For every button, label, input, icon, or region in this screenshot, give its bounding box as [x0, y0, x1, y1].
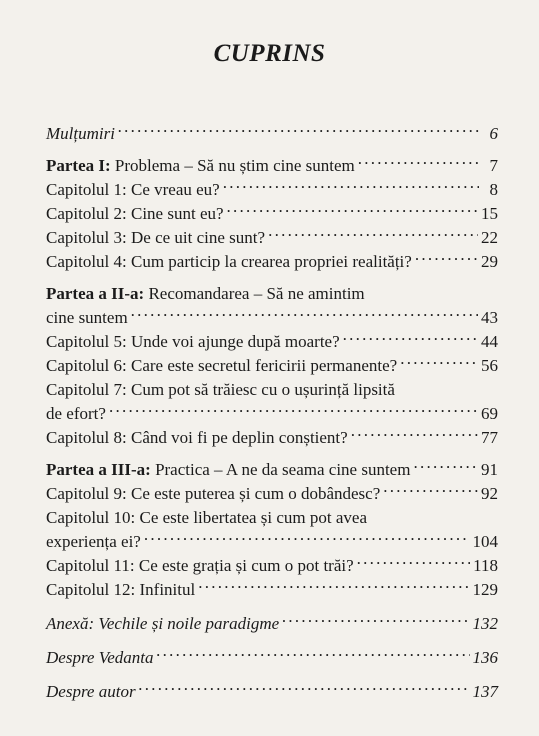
- toc-leader-dots: [358, 154, 479, 171]
- toc-page-number: 15: [481, 204, 498, 223]
- toc-page-number: 7: [489, 156, 498, 175]
- page-title: CUPRINS: [213, 40, 326, 67]
- toc-leader-dots: [383, 482, 478, 499]
- toc-page-number: 91: [481, 460, 498, 479]
- toc-page-number: 29: [481, 252, 498, 271]
- toc-entry-label: Capitolul 4: Cum particip la crearea propriei realități?: [46, 252, 412, 271]
- toc-leader-dots: [400, 354, 478, 371]
- toc-entry-label: Capitolul 8: Când voi fi pe deplin conștient?: [46, 428, 348, 447]
- toc-page-number: 22: [481, 228, 498, 247]
- toc-entry-annex: [46, 612, 498, 636]
- toc-page-number: 118: [473, 556, 498, 575]
- toc-leader-dots: [282, 612, 469, 629]
- part-title: Practica – A ne da seama cine suntem: [150, 460, 411, 479]
- toc-page-number: 43: [481, 308, 498, 327]
- toc-chapter-2: [46, 202, 498, 226]
- toc-leader-dots: [413, 458, 478, 475]
- toc-part-1: [46, 154, 498, 178]
- toc-page-number: 92: [481, 484, 498, 503]
- toc-part-2-line-1: [46, 282, 498, 306]
- table-of-contents: [46, 122, 498, 704]
- toc-chapter-10-line-1: Capitolul 10: Ce este libertatea și cum pot avea: [46, 508, 368, 527]
- toc-entry-label: Capitolul 5: Unde voi ajunge după moarte?: [46, 332, 340, 351]
- toc-chapter-7-line-1: Capitolul 7: Cum pot să trăiesc cu o ușurință lipsită: [46, 380, 395, 399]
- toc-chapter-6: [46, 354, 498, 378]
- toc-leader-dots: [351, 426, 478, 443]
- toc-leader-dots: [144, 530, 470, 547]
- toc-entry-about-author: [46, 680, 498, 704]
- part-title: Recomandarea – Să ne amintim: [144, 284, 365, 303]
- part-title-continued: cine suntem: [46, 308, 128, 327]
- toc-page-number: 132: [472, 614, 498, 633]
- toc-part-2-line-2: [46, 306, 498, 330]
- toc-entry-label: Capitolul 11: Ce este grația și cum o pot trăi?: [46, 556, 354, 575]
- toc-chapter-3: [46, 226, 498, 250]
- toc-leader-dots: [118, 122, 479, 139]
- toc-page-number: 6: [489, 124, 498, 143]
- toc-page-number: 136: [472, 648, 498, 667]
- toc-entry-label: Mulțumiri: [46, 124, 115, 143]
- toc-part-label: [46, 458, 410, 482]
- toc-page-number: 104: [472, 532, 498, 551]
- toc-leader-dots: [139, 680, 470, 697]
- toc-chapter-1: [46, 178, 498, 202]
- toc-entry-label: Capitolul 2: Cine sunt eu?: [46, 204, 224, 223]
- toc-page-number: 129: [472, 580, 498, 599]
- toc-entry-about-vedanta: [46, 646, 498, 670]
- toc-entry-acknowledgements: [46, 122, 498, 146]
- toc-page-number: 77: [481, 428, 498, 447]
- toc-page-number: 44: [481, 332, 498, 351]
- toc-entry-label: experiența ei?: [46, 532, 141, 551]
- toc-page-number: 56: [481, 356, 498, 375]
- toc-page-number: 137: [472, 682, 498, 701]
- toc-page-number: 69: [481, 404, 498, 423]
- toc-leader-dots: [357, 554, 470, 571]
- toc-chapter-5: [46, 330, 498, 354]
- toc-part-3: [46, 458, 498, 482]
- toc-entry-label: Anexă: Vechile și noile paradigme: [46, 614, 280, 633]
- part-heading: Partea I:: [46, 156, 111, 175]
- toc-entry-label: Capitolul 12: Infinitul: [46, 580, 196, 599]
- toc-leader-dots: [415, 250, 478, 267]
- toc-leader-dots: [131, 306, 478, 323]
- toc-entry-label: Despre Vedanta: [46, 648, 154, 667]
- toc-part-label: [46, 154, 355, 178]
- toc-leader-dots: [198, 578, 469, 595]
- toc-chapter-7-line-2: [46, 402, 498, 426]
- toc-chapter-8: [46, 426, 498, 450]
- part-heading: Partea a III-a:: [46, 460, 151, 479]
- toc-entry-label: de efort?: [46, 404, 106, 423]
- toc-entry-label: Despre autor: [46, 682, 136, 701]
- toc-entry-label: Capitolul 1: Ce vreau eu?: [46, 180, 220, 199]
- toc-leader-dots: [223, 178, 479, 195]
- toc-chapter-11: [46, 554, 498, 578]
- toc-chapter-4: [46, 250, 498, 274]
- toc-leader-dots: [227, 202, 478, 219]
- part-heading: Partea a II-a:: [46, 284, 145, 303]
- toc-leader-dots: [343, 330, 478, 347]
- toc-chapter-10-line-2: [46, 530, 498, 554]
- toc-entry-label: Capitolul 9: Ce este puterea și cum o dobândesc?: [46, 484, 381, 503]
- toc-leader-dots: [268, 226, 478, 243]
- toc-chapter-9: [46, 482, 498, 506]
- toc-leader-dots: [157, 646, 470, 663]
- toc-leader-dots: [109, 402, 478, 419]
- toc-entry-label: Capitolul 6: Care este secretul fericirii permanente?: [46, 356, 398, 375]
- toc-entry-label: Capitolul 3: De ce uit cine sunt?: [46, 228, 266, 247]
- toc-chapter-12: [46, 578, 498, 602]
- part-title: Problema – Să nu știm cine suntem: [110, 156, 355, 175]
- toc-page-number: 8: [489, 180, 498, 199]
